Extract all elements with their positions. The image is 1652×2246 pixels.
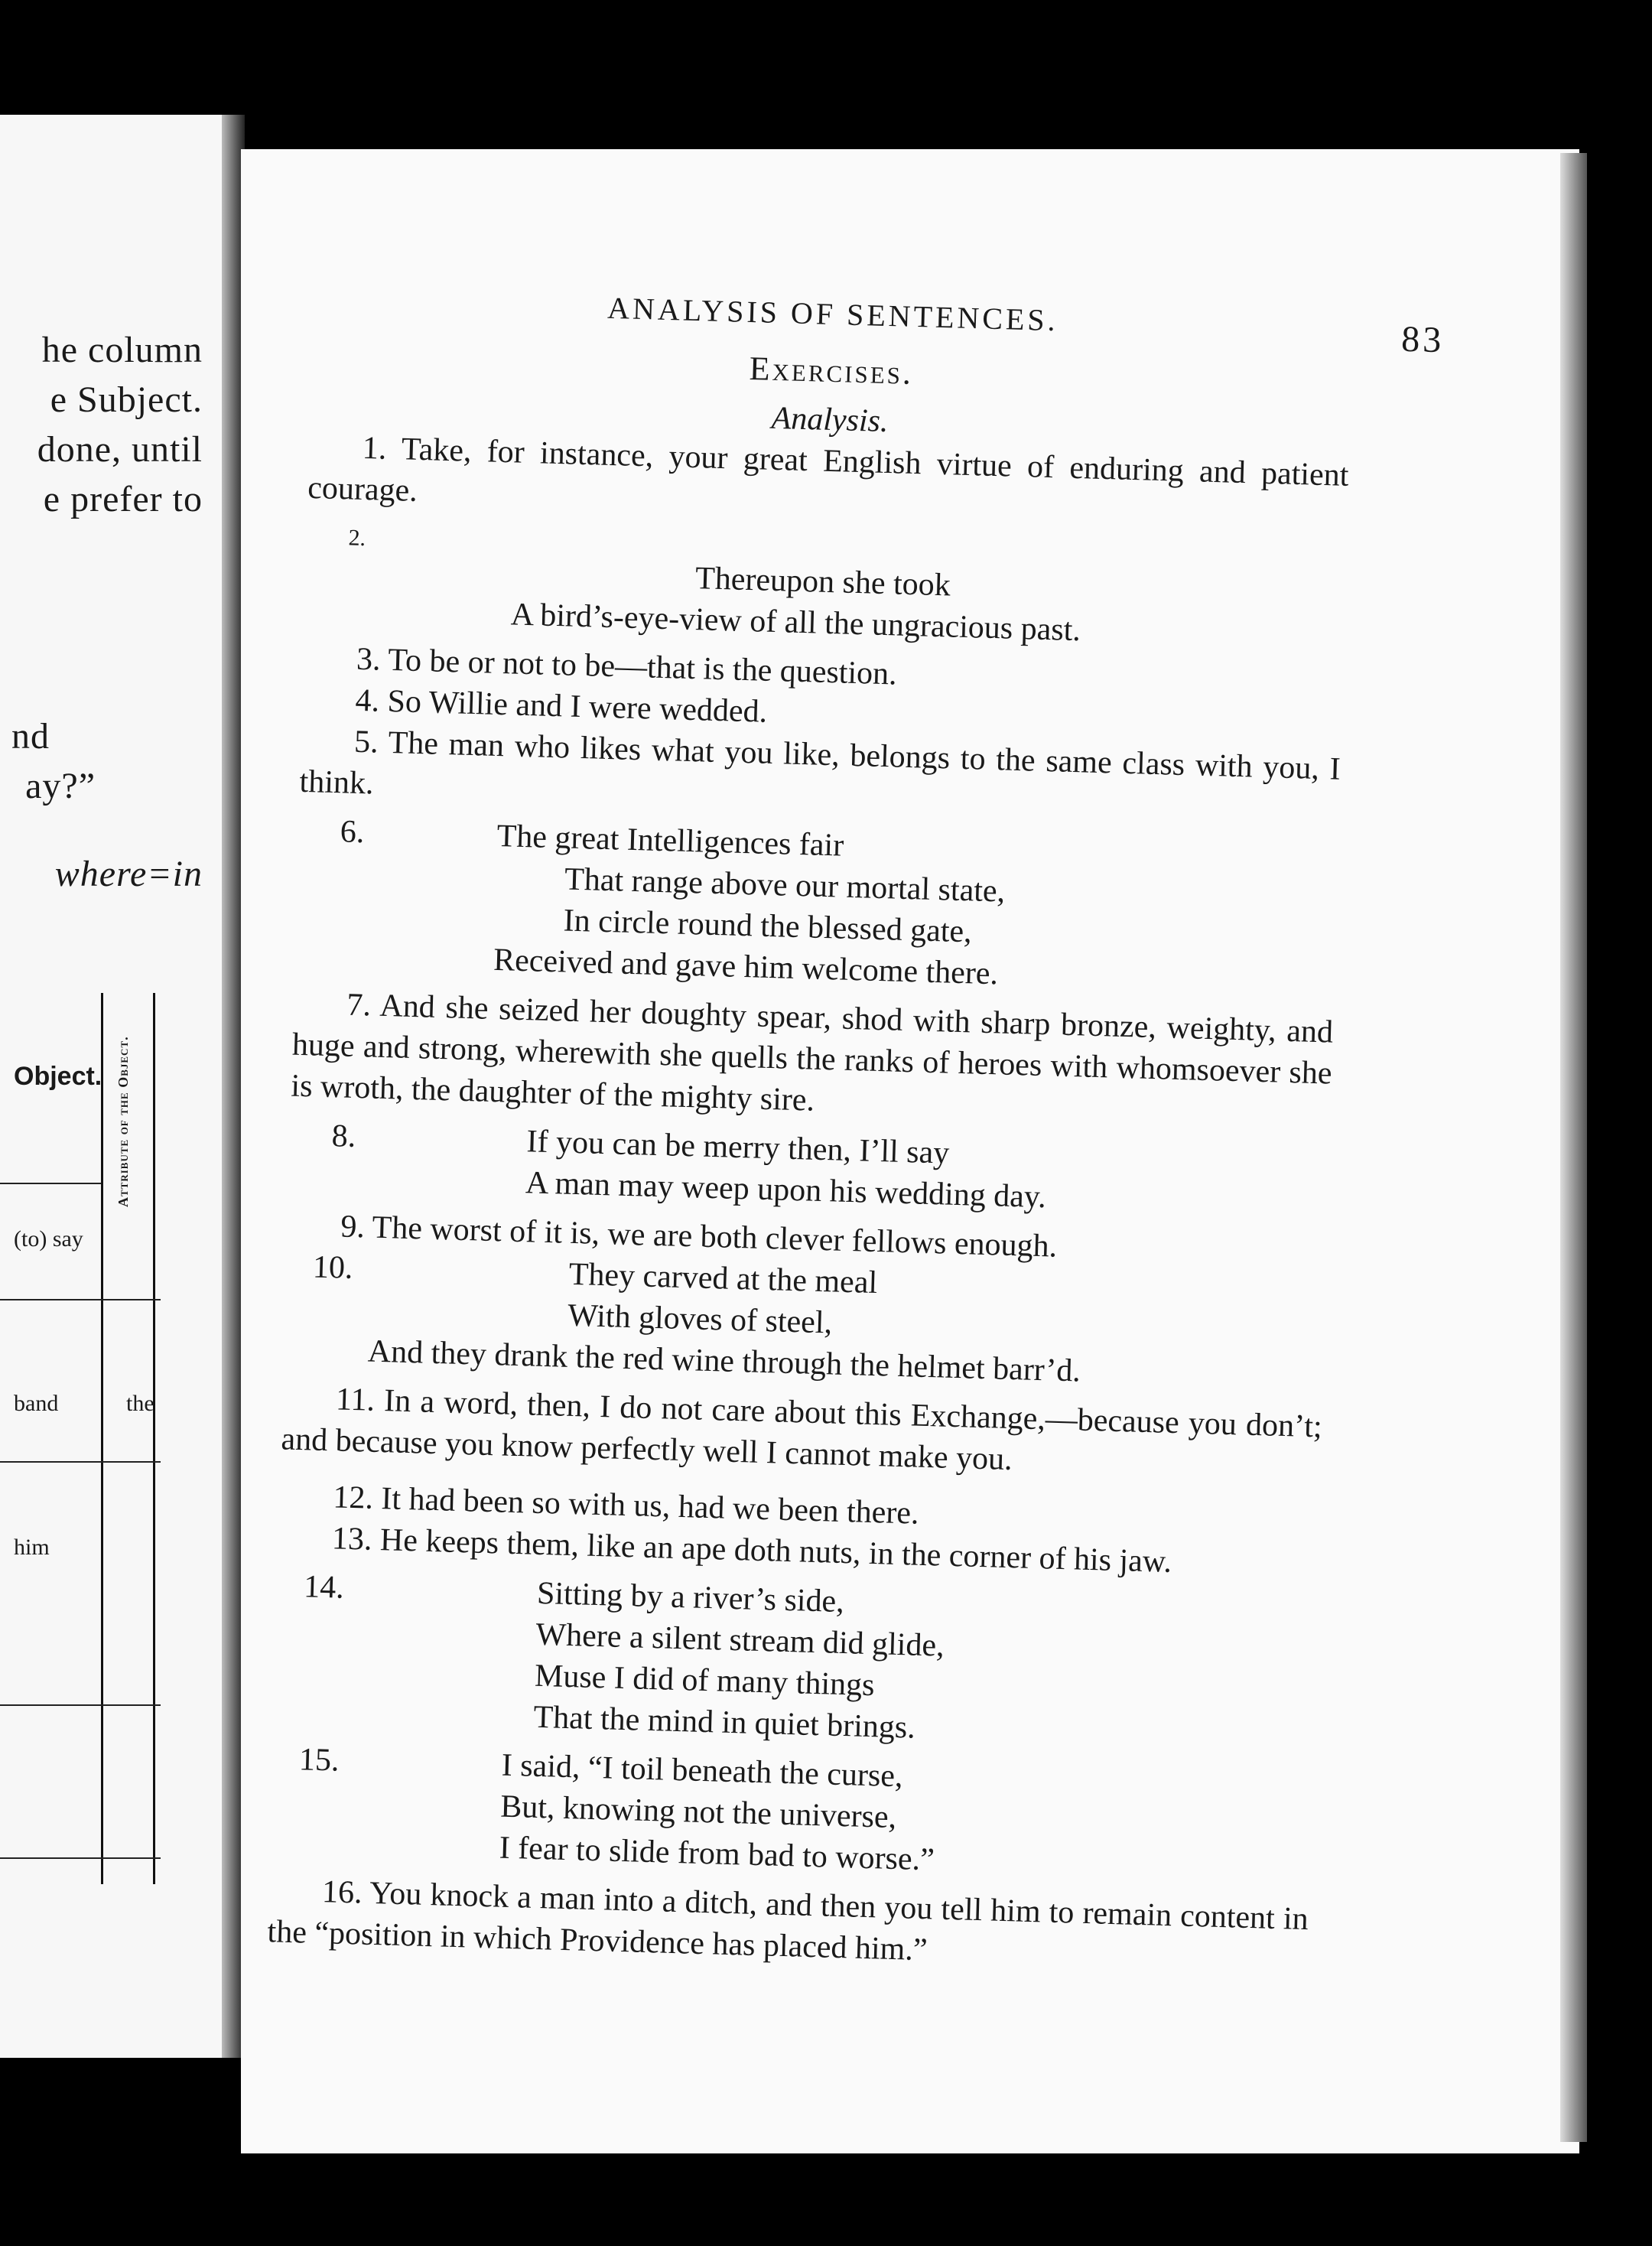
- table-cell: him: [14, 1535, 50, 1560]
- exercise-number: 14.: [303, 1569, 345, 1606]
- left-fragment: ay?”: [25, 766, 96, 806]
- verse-line: That range above our mortal state,: [564, 861, 1006, 910]
- exercise-text: It had been so with us, had we been there.: [380, 1481, 920, 1532]
- column-header-object: Object.: [14, 1062, 102, 1091]
- exercise-text: And she seized her doughty spear, shod with sharp bronze, weighty, and huge and strong, wherewith she quells the ranks of heroes with whomsoever she is wroth, the daughter of the mighty sire.: [290, 988, 1334, 1118]
- exercise-6: [294, 810, 1339, 1004]
- exercise-number: 3.: [356, 641, 382, 678]
- column-header-attribute: Attribute of the Object.: [115, 1036, 131, 1207]
- verse-line: I said, “I toil beneath the curse,: [501, 1747, 904, 1795]
- verse-line: Where a silent stream did glide,: [535, 1616, 945, 1664]
- table-cell: band: [14, 1391, 59, 1416]
- exercise-number: 16.: [321, 1874, 363, 1911]
- verse-line: A man may weep upon his wedding day.: [525, 1165, 1047, 1216]
- page-content: [267, 279, 1446, 1981]
- left-fragment: he column: [41, 330, 203, 370]
- verse-line: But, knowing not the universe,: [499, 1789, 897, 1836]
- exercise-number: 4.: [355, 682, 380, 719]
- verse-line: A bird’s-eye-view of all the ungracious past.: [510, 597, 1081, 649]
- analysis-table-fragment: [0, 993, 161, 1884]
- table-cell: (to) say: [14, 1226, 83, 1252]
- subsection-title: Analysis.: [771, 400, 889, 440]
- verse-line: With gloves of steel,: [567, 1297, 833, 1341]
- verse-line: That the mind in quiet brings.: [532, 1699, 916, 1746]
- exercise-number: 13.: [331, 1521, 373, 1558]
- exercise-number: 11.: [335, 1382, 376, 1418]
- exercise-number: 10.: [312, 1249, 354, 1286]
- page-edge: [1560, 153, 1587, 2142]
- verse-line: Sitting by a river’s side,: [536, 1575, 845, 1620]
- verse-line: Received and gave him welcome there.: [493, 942, 999, 992]
- verse-line: In circle round the blessed gate,: [563, 903, 973, 950]
- left-fragment: e prefer to: [43, 479, 203, 519]
- exercise-text: So Willie and I were wedded.: [386, 683, 768, 730]
- exercise-text: To be or not to be—that is the question.: [387, 642, 898, 692]
- exercise-number: 12.: [332, 1479, 374, 1516]
- running-head-text: ANALYSIS OF SENTENCES.: [606, 290, 1059, 338]
- verse-line: Muse I did of many things: [534, 1658, 876, 1704]
- exercise-number: 6.: [340, 814, 365, 851]
- verse-line: I fear to slide from bad to worse.”: [499, 1830, 935, 1878]
- verse-line: If you can be merry then, I’ll say: [525, 1124, 950, 1171]
- exercise-14: [273, 1565, 1318, 1759]
- left-fragment: nd: [11, 716, 50, 757]
- page-number: 83: [1400, 318, 1446, 361]
- verse-line: They carved at the meal: [568, 1256, 878, 1301]
- verse-line: The great Intelligences fair: [496, 818, 844, 864]
- left-facing-page: [0, 115, 233, 2058]
- verse-line: Thereupon she took: [694, 561, 951, 604]
- exercise-number: 1.: [362, 430, 387, 467]
- left-fragment: done, until: [37, 429, 203, 470]
- exercise-number: 5.: [353, 724, 379, 760]
- exercise-number: 8.: [331, 1118, 356, 1154]
- exercise-number: 7.: [346, 987, 372, 1024]
- exercise-text: The worst of it is, we are both clever fellows enough.: [372, 1209, 1058, 1265]
- exercise-text: Take, for instance, your great English virtue of enduring and patient courage.: [307, 431, 1349, 509]
- table-cell: the: [126, 1391, 154, 1416]
- exercise-text: He keeps them, like an ape doth nuts, in the corner of his jaw.: [379, 1522, 1172, 1580]
- exercise-number: 2.: [348, 525, 366, 552]
- left-fragment: e Subject.: [50, 379, 203, 420]
- verse-line: And they drank the red wine through the helmet barr’d.: [367, 1333, 1081, 1389]
- exercise-text: In a word, then, I do not care about this Exchange,—because you don’t; and because you know perfectly well I cannot make you.: [281, 1383, 1323, 1478]
- exercise-text: You knock a man into a ditch, and then you tell him to remain content in the “position in which Providence has placed him.”: [267, 1875, 1309, 1968]
- left-fragment: where=in: [54, 854, 203, 894]
- exercise-number: 15.: [298, 1742, 340, 1779]
- section-title: Exercises.: [749, 349, 914, 392]
- exercise-number: 9.: [340, 1209, 366, 1245]
- exercise-text: The man who likes what you like, belongs to the same class with you, I think.: [299, 724, 1341, 802]
